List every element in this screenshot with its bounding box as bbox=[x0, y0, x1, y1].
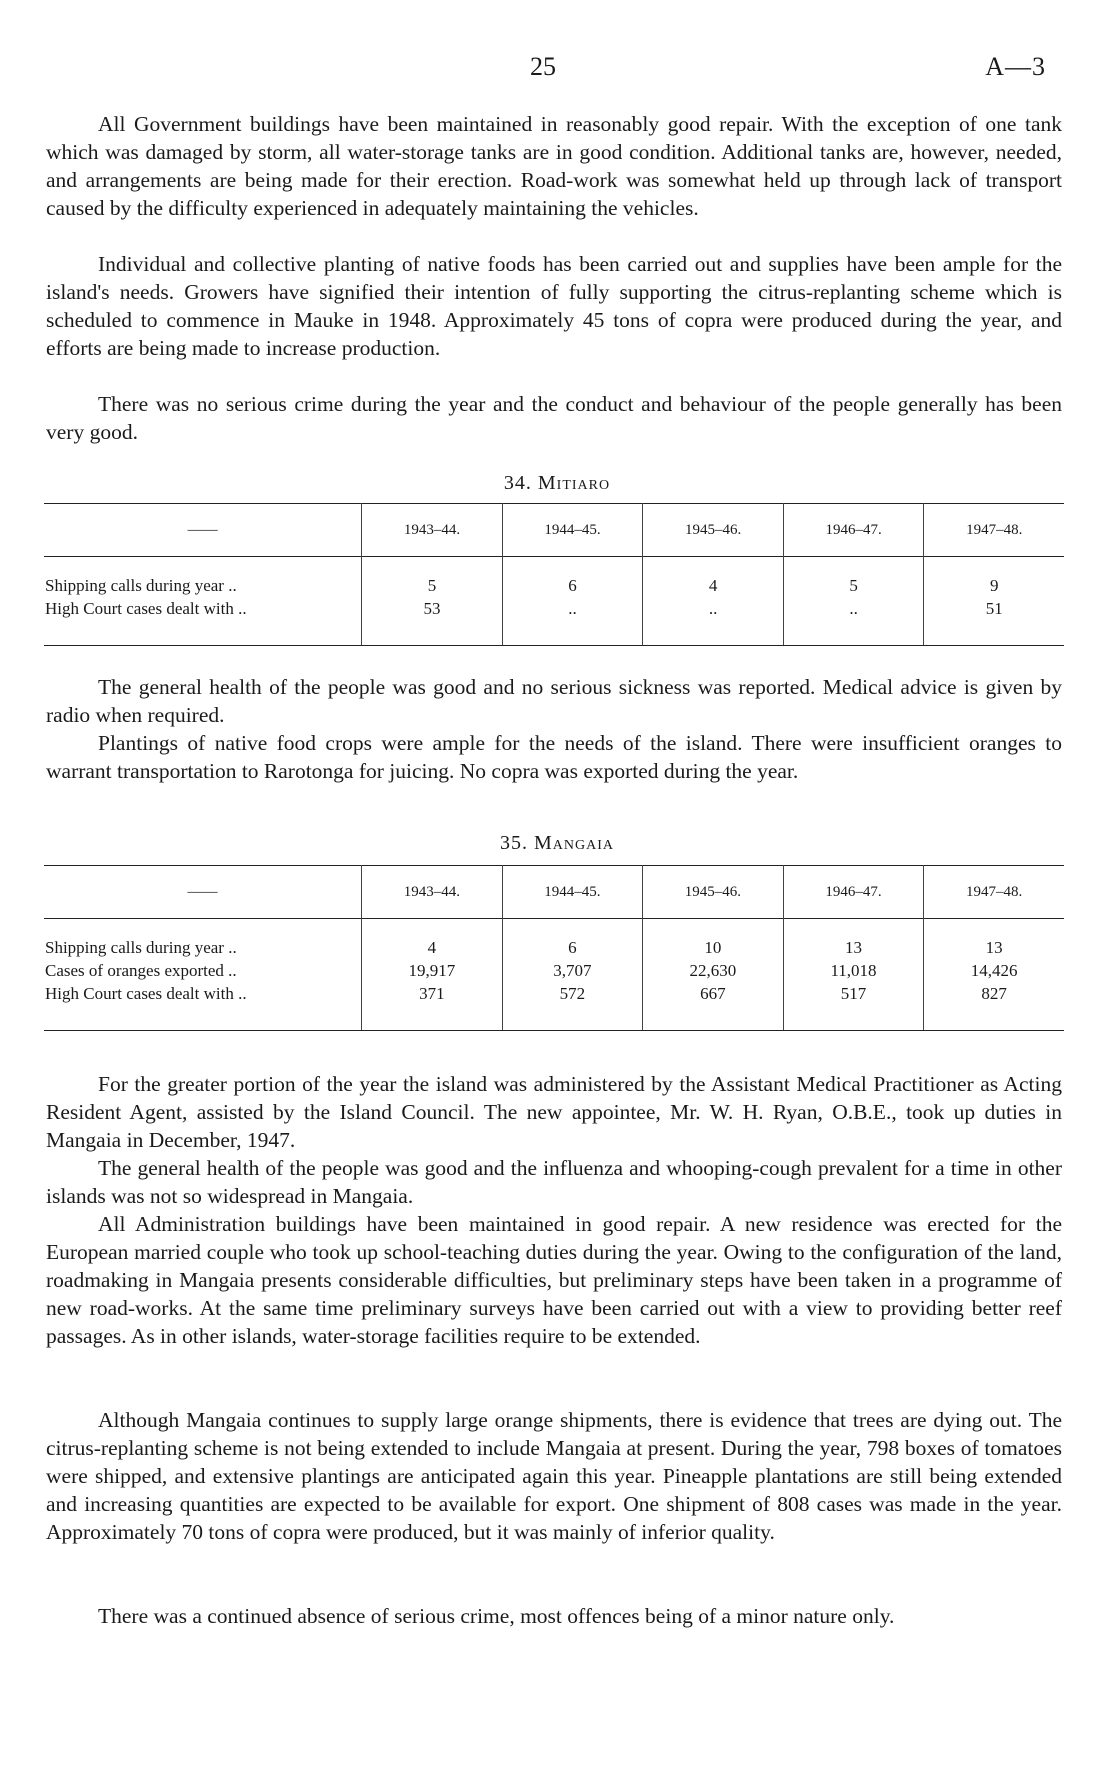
table-cell: 6 bbox=[502, 557, 643, 598]
table-cell: 517 bbox=[783, 982, 924, 1031]
table-cell: 22,630 bbox=[643, 959, 784, 982]
column-header: 1944–45. bbox=[502, 866, 642, 919]
table-cell: .. bbox=[643, 597, 784, 646]
paragraph-planting: Individual and collective planting of native foods has been carried out and supplies have been ample for the island's needs. Growers have signified their intention of fully supporting the citrus-replanting scheme which is scheduled to commence in Mauke in 1948. Approximately 45 tons of copra were produced during the year, and efforts are being made to increase production. bbox=[46, 252, 1062, 360]
table-cell: 827 bbox=[924, 982, 1064, 1031]
row-label: High Court cases dealt with .. bbox=[44, 597, 362, 646]
table-cell: 371 bbox=[362, 982, 503, 1031]
table-cell: 5 bbox=[783, 557, 924, 598]
page-header bbox=[0, 52, 1114, 84]
column-header: 1945–46. bbox=[643, 866, 784, 919]
table-cell: 14,426 bbox=[924, 959, 1064, 982]
table-cell: 667 bbox=[643, 982, 784, 1031]
section-title-mitiaro: 34. Mitiaro bbox=[503, 472, 611, 494]
table-row bbox=[44, 919, 1064, 960]
paragraph-oranges: Although Mangaia continues to supply large orange shipments, there is evidence that trees are dying out. The citrus-replanting scheme is not being extended to include Mangaia at present. During the year, 798 boxes of tomatoes were shipped, and extensive plantings are anticipated again this year. Pineapple plantations are still being extended and increasing quantities are expected to be available for export. One shipment of 808 cases was made in the year. Approximately 70 tons of copra were produced, but it was mainly of inferior quality. bbox=[46, 1408, 1062, 1544]
column-header: 1944–45. bbox=[502, 504, 643, 557]
mangaia-stats-table bbox=[44, 865, 1064, 1031]
table-cell: 4 bbox=[362, 919, 503, 960]
table-cell: 19,917 bbox=[362, 959, 503, 982]
paragraph-administration: For the greater portion of the year the island was administered by the Assistant Medical Practitioner as Acting Resident Agent, assisted by the Island Council. The new appointee, Mr. W. H. Ryan, O.B.E., took up duties in Mangaia in December, 1947. bbox=[46, 1072, 1062, 1152]
paragraph-plantings-mitiaro: Plantings of native food crops were ample for the needs of the island. There were insufficient oranges to warrant transportation to Rarotonga for juicing. No copra was exported during the year. bbox=[46, 731, 1062, 783]
table-cell: .. bbox=[502, 597, 643, 646]
column-header: 1946–47. bbox=[783, 866, 924, 919]
table-corner: —— bbox=[187, 883, 218, 900]
table-cell: 11,018 bbox=[783, 959, 924, 982]
table-cell: 10 bbox=[643, 919, 784, 960]
paragraph-buildings: All Government buildings have been maintained in reasonably good repair. With the exception of one tank which was damaged by storm, all water-storage tanks are in good condition. Additional tanks are, however, needed, and arrangements are being made for their erection. Road-work was somewhat held up through lack of transport caused by the difficulty experienced in adequately maintaining the vehicles. bbox=[46, 112, 1062, 220]
page-number: 25 bbox=[530, 52, 556, 81]
paragraph-buildings-mangaia: All Administration buildings have been maintained in good repair. A new residence was erected for the European married couple who took up school-teaching duties during the year. Owing to the configuration of the land, roadmaking in Mangaia presents considerable difficulties, but preliminary steps have been taken in a programme of new road-works. At the same time preliminary surveys have been carried out with a view to providing better reef passages. As in other islands, water-storage facilities require to be extended. bbox=[46, 1212, 1062, 1348]
paragraph-crime-mangaia: There was a continued absence of serious crime, most offences being of a minor nature only. bbox=[98, 1604, 895, 1628]
row-label: Cases of oranges exported .. bbox=[45, 961, 237, 980]
column-header: 1946–47. bbox=[783, 504, 924, 557]
column-header: 1947–48. bbox=[924, 504, 1064, 557]
table-cell: 3,707 bbox=[502, 959, 642, 982]
table-header-row bbox=[44, 866, 1064, 919]
table-cell: 6 bbox=[502, 919, 642, 960]
table-header-row bbox=[44, 504, 1064, 557]
table-cell: 4 bbox=[643, 557, 784, 598]
table-cell: 53 bbox=[362, 597, 503, 646]
column-header: 1947–48. bbox=[924, 866, 1064, 919]
table-cell: 572 bbox=[502, 982, 642, 1031]
table-cell: 51 bbox=[924, 597, 1064, 646]
table-cell: 13 bbox=[783, 919, 924, 960]
paragraph-crime: There was no serious crime during the year and the conduct and behaviour of the people generally has been very good. bbox=[46, 392, 1062, 444]
row-label: High Court cases dealt with .. bbox=[44, 982, 362, 1031]
table-corner: —— bbox=[187, 521, 218, 538]
column-header: 1945–46. bbox=[643, 504, 784, 557]
mitiaro-stats-table bbox=[44, 503, 1064, 646]
table-cell: 5 bbox=[362, 557, 503, 598]
paragraph-health-mitiaro: The general health of the people was good and no serious sickness was reported. Medical advice is given by radio when required. bbox=[46, 675, 1062, 727]
table-cell: .. bbox=[783, 597, 924, 646]
row-label: Shipping calls during year .. bbox=[45, 938, 237, 957]
column-header: 1943–44. bbox=[362, 504, 503, 557]
column-header: 1943–44. bbox=[362, 866, 503, 919]
series-code: A—3 bbox=[985, 52, 1046, 81]
section-title-mangaia: 35. Mangaia bbox=[500, 832, 614, 854]
table-cell: 13 bbox=[924, 919, 1064, 960]
table-row bbox=[44, 982, 1064, 1031]
row-label: Shipping calls during year .. bbox=[45, 576, 237, 595]
table-row bbox=[44, 557, 1064, 598]
paragraph-health-mangaia: The general health of the people was good and the influenza and whooping-cough prevalent for a time in other islands was not so widespread in Mangaia. bbox=[46, 1156, 1062, 1208]
table-row bbox=[44, 597, 1064, 646]
table-row bbox=[44, 959, 1064, 982]
table-cell: 9 bbox=[924, 557, 1064, 598]
